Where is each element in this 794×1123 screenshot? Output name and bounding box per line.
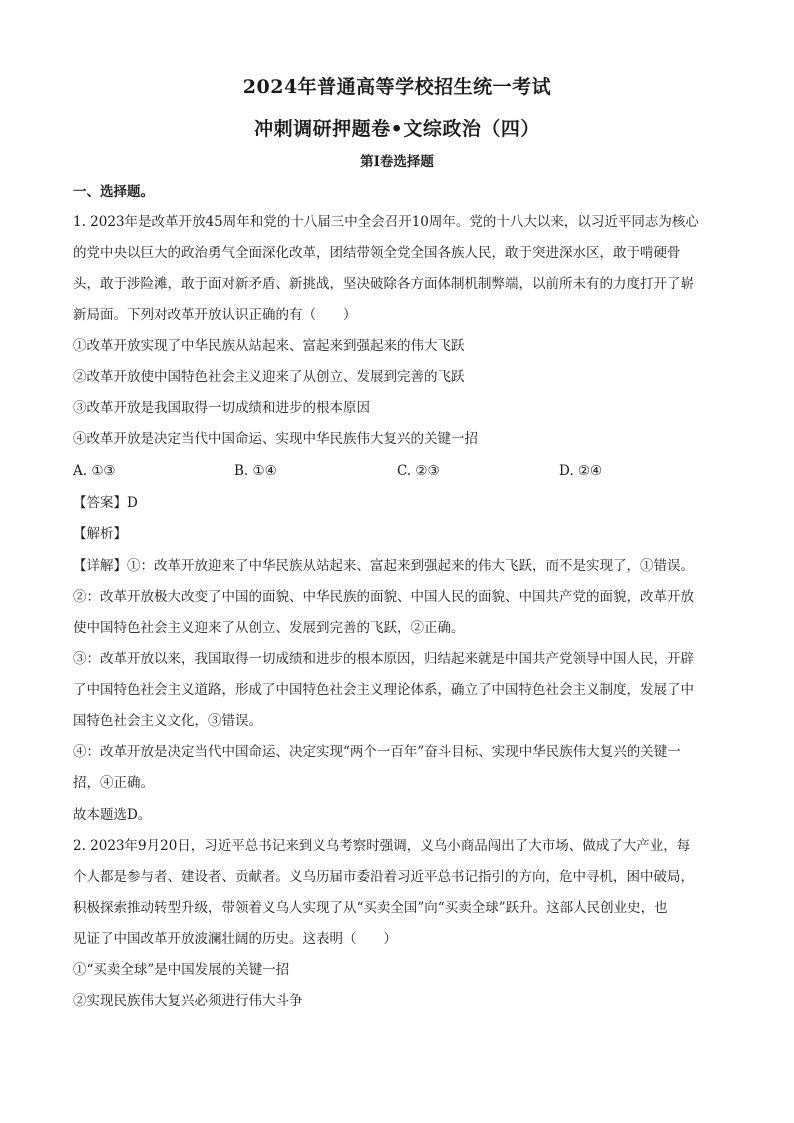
q1-stem-line: 头，敢于涉险滩，敢于面对新矛盾、新挑战，坚决破除各方面体制机制弊端，以前所未有的力度打开了崭 (73, 276, 694, 292)
q1-conclusion: 故本题选D。 (73, 807, 152, 823)
q1-option-b: B. ①④ (234, 463, 277, 479)
q1-option-c: C. ②③ (397, 463, 440, 479)
q2-stem-line: 见证了中国改革开放波澜壮阔的历史。这表明（ ） (73, 931, 397, 947)
q1-stem-line: 1. 2023年是改革开放45周年和党的十八届三中全会召开10周年。党的十八大以来，以习近平同志为核心 (73, 214, 699, 230)
answer-value: D (127, 495, 138, 511)
section-heading: 一、选择题。 (73, 184, 154, 200)
q1-option-a: A. ①③ (73, 463, 116, 479)
q1-statement: ①改革开放实现了中华民族从站起来、富起来到强起来的伟大飞跃 (73, 338, 465, 354)
q2-statement: ②实现民族伟大复兴必须进行伟大斗争 (73, 993, 303, 1009)
q1-stem-line: 新局面。下列对改革开放认识正确的有（ ） (73, 307, 357, 323)
q1-detail-line: 【详解】①：改革开放迎来了中华民族从站起来、富起来到强起来的伟大飞跃，而不是实现了，①错误。 (73, 558, 694, 574)
q1-stem-line: 的党中央以巨大的政治勇气全面深化改革，团结带领全党全国各族人民，敢于突进深水区，敢于啃硬骨 (73, 245, 681, 261)
q1-statement: ②改革开放使中国特色社会主义迎来了从创立、发展到完善的飞跃 (73, 369, 465, 385)
section-title: 第Ⅰ卷选择题 (360, 154, 434, 170)
q1-statement: ③改革开放是我国取得一切成绩和进步的根本原因 (73, 400, 370, 416)
answer-label: 【答案】 (73, 495, 127, 511)
q2-stem-line: 个人都是参与者、建设者、贡献者。义乌历届市委沿着习近平总书记指引的方向，危中寻机，困中破局， (73, 869, 694, 885)
q2-stem-line: 积极探索推动转型升级，带领着义乌人实现了从“买卖全国”向“买卖全球”跃升。这部人民创业史，也 (73, 900, 668, 916)
q1-detail-line: ②：改革开放极大改变了中国的面貌、中华民族的面貌、中国人民的面貌、中国共产党的面貌，改革开放 (73, 589, 694, 605)
page-title: 2024年普通高等学校招生统一考试 (242, 76, 552, 98)
q1-statement: ④改革开放是决定当代中国命运、实现中华民族伟大复兴的关键一招 (73, 431, 478, 447)
q1-detail-line: ④：改革开放是决定当代中国命运、决定实现“两个一百年”奋斗目标、实现中华民族伟大复兴的关键一 (73, 744, 681, 760)
page-subtitle: 冲刺调研押题卷•文综政治（四） (254, 118, 540, 140)
q1-detail-line: 了中国特色社会主义道路，形成了中国特色社会主义理论体系，确立了中国特色社会主义制度，发展了中 (73, 682, 694, 698)
q1-detail-line: 使中国特色社会主义迎来了从创立、发展到完善的飞跃，②正确。 (73, 620, 465, 636)
q1-detail-line: 国特色社会主义文化，③错误。 (73, 713, 262, 729)
q2-stem-line: 2. 2023年9月20日，习近平总书记来到义乌考察时强调，义乌小商品闯出了大市场、做成了大产业，每 (73, 838, 691, 854)
q1-detail-line: 招，④正确。 (73, 775, 154, 791)
q1-analysis-label: 【解析】 (73, 526, 127, 542)
q2-statement: ①“买卖全球”是中国发展的关键一招 (73, 962, 290, 978)
q1-option-d: D. ②④ (559, 463, 603, 479)
q1-detail-line: ③：改革开放以来，我国取得一切成绩和进步的根本原因，归结起来就是中国共产党领导中国人民，开辟 (73, 651, 694, 667)
q1-answer (73, 493, 723, 513)
